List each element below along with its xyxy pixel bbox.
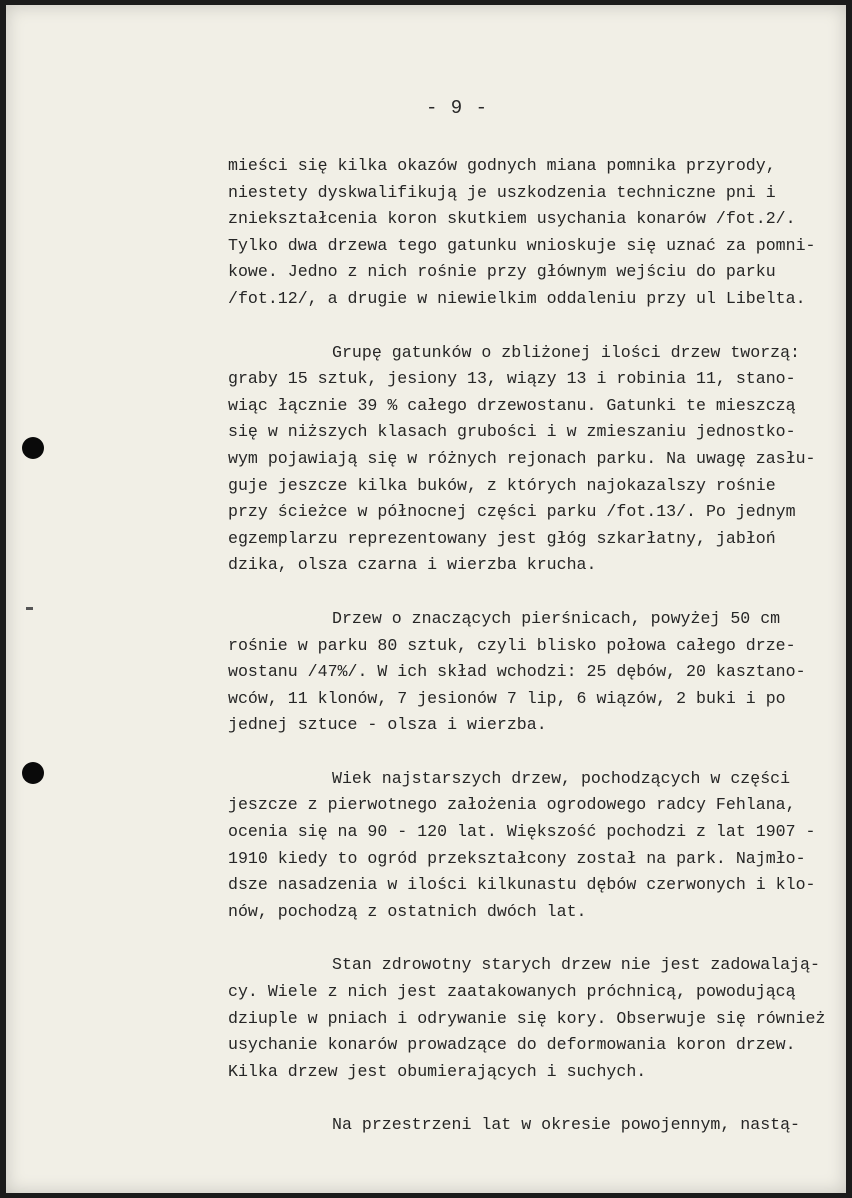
text-line: wiąc łącznie 39 % całego drzewostanu. Gatunki te mieszczą xyxy=(228,395,796,415)
paragraph-2 xyxy=(228,340,838,579)
text-line: Grupę gatunków o zbliżonej ilości drzew tworzą: xyxy=(332,342,801,362)
text-line: niestety dyskwalifikują je uszkodzenia techniczne pni i xyxy=(228,182,776,202)
paragraph-3 xyxy=(228,606,838,739)
text-line: dsze nasadzenia w ilości kilkunastu dębów czerwonych i klo- xyxy=(228,875,816,895)
text-line: nów, pochodzą z ostatnich dwóch lat. xyxy=(228,901,587,921)
margin-mark xyxy=(26,607,33,610)
text-line: Drzew o znaczących pierśnicach, powyżej 50 cm xyxy=(332,608,781,628)
punch-hole-bottom xyxy=(22,762,44,784)
text-line: /fot.12/, a drugie w niewielkim oddaleniu przy ul Libelta. xyxy=(228,288,806,308)
paragraph-1 xyxy=(228,153,838,313)
text-line: guje jeszcze kilka buków, z których najokazalszy rośnie xyxy=(228,475,776,495)
text-line: przy ścieżce w północnej części parku /fot.13/. Po jednym xyxy=(228,502,796,522)
text-line: 1910 kiedy to ogród przekształcony został na park. Najmło- xyxy=(228,848,806,868)
text-line: Stan zdrowotny starych drzew nie jest zadowalają- xyxy=(332,955,820,975)
text-line: graby 15 sztuk, jesiony 13, wiązy 13 i robinia 11, stano- xyxy=(228,369,796,389)
text-line: cy. Wiele z nich jest zaatakowanych próchnicą, powodującą xyxy=(228,982,796,1002)
document-page xyxy=(6,5,846,1193)
text-line: egzemplarzu reprezentowany jest głóg szkarłatny, jabłoń xyxy=(228,528,776,548)
text-line: kowe. Jedno z nich rośnie przy głównym wejściu do parku xyxy=(228,262,776,282)
text-line: wostanu /47%/. W ich skład wchodzi: 25 dębów, 20 kasztano- xyxy=(228,662,806,682)
punch-hole-top xyxy=(22,437,44,459)
text-line: dziuple w pniach i odrywanie się kory. Obserwuje się również xyxy=(228,1008,826,1028)
text-line: ocenia się na 90 - 120 lat. Większość pochodzi z lat 1907 - xyxy=(228,822,816,842)
page-number: - 9 - xyxy=(426,97,489,119)
document-body xyxy=(228,153,838,1166)
paragraph-5 xyxy=(228,952,838,1085)
text-line: się w niższych klasach grubości i w zmieszaniu jednostko- xyxy=(228,422,796,442)
text-line: Tylko dwa drzewa tego gatunku wnioskuje się uznać za pomni- xyxy=(228,235,816,255)
text-line: jednej sztuce - olsza i wierzba. xyxy=(228,715,547,735)
paragraph-6 xyxy=(228,1112,838,1139)
text-line: wców, 11 klonów, 7 jesionów 7 lip, 6 wiązów, 2 buki i po xyxy=(228,688,786,708)
text-line: jeszcze z pierwotnego założenia ogrodowego radcy Fehlana, xyxy=(228,795,796,815)
text-line: rośnie w parku 80 sztuk, czyli blisko połowa całego drze- xyxy=(228,635,796,655)
text-line: dzika, olsza czarna i wierzba krucha. xyxy=(228,555,597,575)
text-line: zniekształcenia koron skutkiem usychania konarów /fot.2/. xyxy=(228,209,796,229)
text-line: Kilka drzew jest obumierających i suchych. xyxy=(228,1061,647,1081)
text-line: wym pojawiają się w różnych rejonach parku. Na uwagę zasłu- xyxy=(228,448,816,468)
text-line: Na przestrzeni lat w okresie powojennym, nastą- xyxy=(332,1115,801,1135)
paragraph-4 xyxy=(228,766,838,926)
text-line: mieści się kilka okazów godnych miana pomnika przyrody, xyxy=(228,156,776,175)
text-line: Wiek najstarszych drzew, pochodzących w części xyxy=(332,768,791,788)
text-line: usychanie konarów prowadzące do deformowania koron drzew. xyxy=(228,1035,796,1055)
